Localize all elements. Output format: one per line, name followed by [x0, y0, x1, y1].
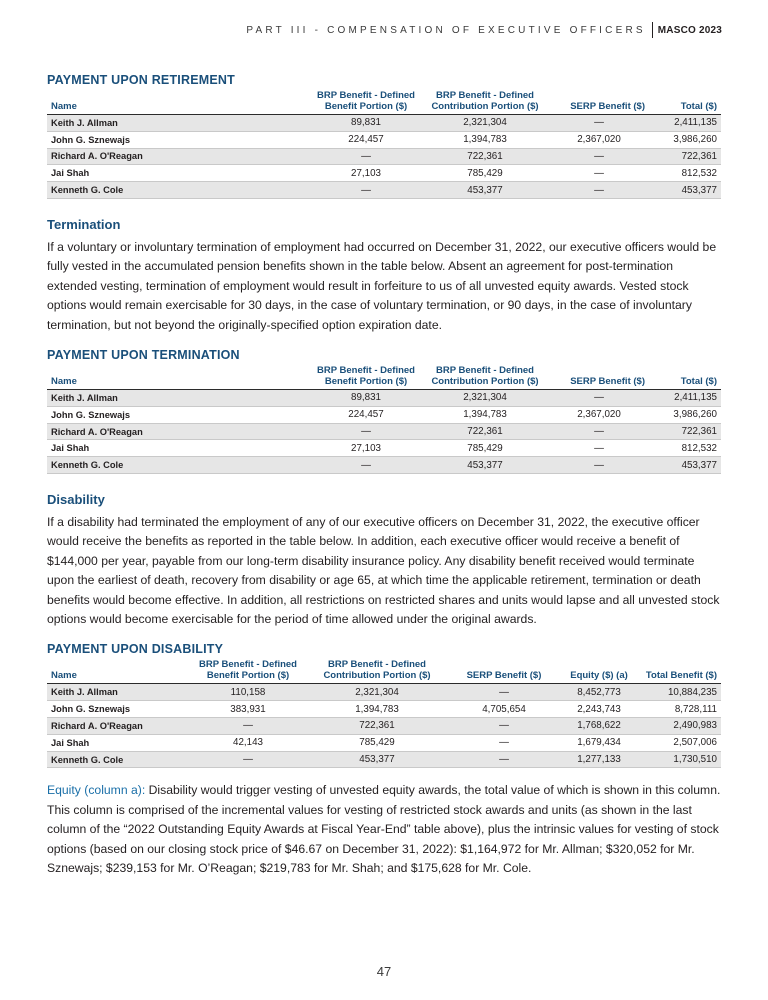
- cell-name: Jai Shah: [47, 440, 311, 457]
- cell-total: 812,532: [649, 165, 721, 182]
- table-row: [47, 390, 721, 407]
- cell-serp: —: [445, 751, 563, 768]
- cell-brp-db: 27,103: [311, 440, 421, 457]
- col-header-brp-db: BRP Benefit - Defined Benefit Portion ($): [187, 658, 309, 684]
- cell-brp-dc: 453,377: [309, 751, 445, 768]
- cell-name: Keith J. Allman: [47, 390, 311, 407]
- cell-serp: —: [445, 718, 563, 735]
- cell-name: Kenneth G. Cole: [47, 457, 311, 474]
- col-header-brp-dc: BRP Benefit - Defined Contribution Portion ($): [309, 658, 445, 684]
- cell-equity: 8,452,773: [563, 684, 635, 701]
- cell-serp: 4,705,654: [445, 701, 563, 718]
- cell-brp-dc: 2,321,304: [421, 390, 549, 407]
- table-header-row: [47, 89, 721, 115]
- col-header-brp-db: BRP Benefit - Defined Benefit Portion ($): [311, 364, 421, 390]
- col-header-name: Name: [47, 658, 187, 684]
- col-header-name: Name: [47, 89, 311, 115]
- table-row: [47, 718, 721, 735]
- cell-brp-dc: 722,361: [421, 423, 549, 440]
- cell-equity: 2,243,743: [563, 701, 635, 718]
- cell-brp-db: 27,103: [311, 165, 421, 182]
- header-divider: [652, 22, 653, 38]
- disability-table-title: PAYMENT UPON DISABILITY: [47, 642, 224, 657]
- table-row: [47, 131, 721, 148]
- cell-brp-db: —: [311, 148, 421, 165]
- col-header-serp: SERP Benefit ($): [445, 658, 563, 684]
- cell-total: 2,411,135: [649, 115, 721, 132]
- disability-heading: Disability: [47, 492, 105, 507]
- cell-total: 3,986,260: [649, 131, 721, 148]
- cell-brp-db: —: [311, 182, 421, 199]
- cell-total: 453,377: [649, 457, 721, 474]
- col-header-brp-db: BRP Benefit - Defined Benefit Portion ($): [311, 89, 421, 115]
- section-title: PART III - COMPENSATION OF EXECUTIVE OFFICERS: [246, 24, 646, 36]
- main-content: [47, 73, 721, 878]
- col-header-total: Total ($): [649, 364, 721, 390]
- cell-brp-dc: 453,377: [421, 182, 549, 199]
- termination-heading: Termination: [47, 216, 121, 232]
- termination-paragraph: If a voluntary or involuntary termination of employment had occurred on December 31, 2022, our executive officers would be fully vested in the accumulated pension benefits shown in the table below. Absent an agreement for post-termination extended vesting, termination of employment would result in forfeiture to us of all unvested equity awards. Vested stock options would remain exercisable for 30 days, in the case of voluntary termination, or 90 days, in the case of involuntary termination, but not beyond the originally-specified option expiration date.: [47, 239, 717, 332]
- cell-brp-db: 110,158: [187, 684, 309, 701]
- cell-brp-dc: 2,321,304: [421, 115, 549, 132]
- cell-brp-dc: 1,394,783: [309, 701, 445, 718]
- col-header-brp-dc: BRP Benefit - Defined Contribution Portion ($): [421, 89, 549, 115]
- cell-name: John G. Sznewajs: [47, 701, 187, 718]
- cell-equity: 1,277,133: [563, 751, 635, 768]
- cell-brp-db: —: [187, 751, 309, 768]
- table-header-row: [47, 658, 721, 684]
- cell-brp-db: 383,931: [187, 701, 309, 718]
- table-row: [47, 406, 721, 423]
- cell-total: 812,532: [649, 440, 721, 457]
- brand-label: MASCO 2023: [657, 24, 722, 36]
- cell-brp-dc: 722,361: [421, 148, 549, 165]
- cell-serp: 2,367,020: [549, 131, 649, 148]
- cell-total-benefit: 2,507,006: [635, 734, 721, 751]
- cell-total: 453,377: [649, 182, 721, 199]
- col-header-serp: SERP Benefit ($): [549, 364, 649, 390]
- cell-equity: 1,679,434: [563, 734, 635, 751]
- table-row: [47, 115, 721, 132]
- cell-brp-db: 224,457: [311, 131, 421, 148]
- table-row: [47, 165, 721, 182]
- cell-name: John G. Sznewajs: [47, 131, 311, 148]
- termination-table-title: PAYMENT UPON TERMINATION: [47, 348, 240, 363]
- cell-serp: —: [549, 148, 649, 165]
- cell-brp-db: 42,143: [187, 734, 309, 751]
- disability-table: [47, 658, 721, 768]
- table-header-row: [47, 364, 721, 390]
- col-header-name: Name: [47, 364, 311, 390]
- cell-brp-dc: 1,394,783: [421, 131, 549, 148]
- col-header-serp: SERP Benefit ($): [549, 89, 649, 115]
- cell-name: Keith J. Allman: [47, 684, 187, 701]
- cell-serp: —: [549, 115, 649, 132]
- retirement-table: [47, 89, 721, 199]
- cell-total-benefit: 1,730,510: [635, 751, 721, 768]
- cell-brp-db: —: [311, 457, 421, 474]
- col-header-brp-dc: BRP Benefit - Defined Contribution Portion ($): [421, 364, 549, 390]
- col-header-total-benefit: Total Benefit ($): [635, 658, 721, 684]
- disability-paragraph: If a disability had terminated the employment of any of our executive officers on December 31, 2022, the executive officer would receive the benefits as reported in the table below. In addition, each executive officer would receive a benefit of $144,000 per year, payable from our long-term disability insurance policy. Any disability benefit received would terminate upon the earliest of death, recovery from disability or age 65, at which time the applicable retirement, termination or death benefits would become effective. In addition, all restrictions on restricted shares and units would lapse and all unvested stock options would become exercisable for the period of time allowed under the original awards.: [47, 515, 720, 627]
- page-header: [246, 22, 722, 38]
- cell-total: 722,361: [649, 148, 721, 165]
- table-row: [47, 423, 721, 440]
- cell-name: Keith J. Allman: [47, 115, 311, 132]
- footnote-text: Disability would trigger vesting of unvested equity awards, the total value of which is shown in this column. This column is comprised of the incremental values for vesting of restricted stock awards and units (as shown in the last column of the “2022 Outstanding Equity Awards at Fiscal Year-End” table above), plus the intrinsic values for vesting of stock options (based on our closing stock price of $46.67 on December 31, 2022): $1,164,972 for Mr. Allman; $320,052 for Mr. Sznewajs; $239,153 for Mr. O’Reagan; $219,783 for Mr. Shah; and $175,628 for Mr. Cole.: [47, 783, 721, 876]
- cell-brp-dc: 453,377: [421, 457, 549, 474]
- cell-serp: —: [549, 423, 649, 440]
- termination-table: [47, 364, 721, 474]
- cell-total: 722,361: [649, 423, 721, 440]
- cell-name: Richard A. O'Reagan: [47, 423, 311, 440]
- cell-name: Richard A. O'Reagan: [47, 148, 311, 165]
- cell-brp-db: 224,457: [311, 406, 421, 423]
- cell-serp: —: [549, 390, 649, 407]
- retirement-table-title: PAYMENT UPON RETIREMENT: [47, 73, 235, 87]
- cell-name: Richard A. O'Reagan: [47, 718, 187, 735]
- table-row: [47, 182, 721, 199]
- page-number: 47: [376, 964, 392, 979]
- cell-equity: 1,768,622: [563, 718, 635, 735]
- cell-serp: —: [549, 165, 649, 182]
- cell-serp: —: [549, 182, 649, 199]
- cell-name: Jai Shah: [47, 734, 187, 751]
- cell-total-benefit: 8,728,111: [635, 701, 721, 718]
- col-header-total: Total ($): [649, 89, 721, 115]
- cell-brp-dc: 2,321,304: [309, 684, 445, 701]
- table-row: [47, 440, 721, 457]
- cell-serp: 2,367,020: [549, 406, 649, 423]
- table-row: [47, 734, 721, 751]
- table-row: [47, 457, 721, 474]
- table-row: [47, 148, 721, 165]
- footnote-lead: Equity (column a):: [47, 783, 146, 798]
- cell-serp: —: [445, 684, 563, 701]
- col-header-equity: Equity ($) (a): [563, 658, 635, 684]
- cell-name: Kenneth G. Cole: [47, 182, 311, 199]
- cell-brp-dc: 785,429: [421, 165, 549, 182]
- table-row: [47, 751, 721, 768]
- equity-footnote: [47, 781, 721, 878]
- cell-name: Jai Shah: [47, 165, 311, 182]
- cell-total-benefit: 10,884,235: [635, 684, 721, 701]
- cell-name: Kenneth G. Cole: [47, 751, 187, 768]
- cell-brp-dc: 722,361: [309, 718, 445, 735]
- cell-total: 3,986,260: [649, 406, 721, 423]
- cell-brp-dc: 785,429: [309, 734, 445, 751]
- cell-brp-db: 89,831: [311, 390, 421, 407]
- cell-serp: —: [549, 457, 649, 474]
- cell-brp-db: —: [311, 423, 421, 440]
- cell-serp: —: [549, 440, 649, 457]
- cell-serp: —: [445, 734, 563, 751]
- table-row: [47, 701, 721, 718]
- cell-brp-dc: 1,394,783: [421, 406, 549, 423]
- cell-brp-db: 89,831: [311, 115, 421, 132]
- cell-brp-dc: 785,429: [421, 440, 549, 457]
- table-row: [47, 684, 721, 701]
- cell-brp-db: —: [187, 718, 309, 735]
- cell-name: John G. Sznewajs: [47, 406, 311, 423]
- cell-total: 2,411,135: [649, 390, 721, 407]
- cell-total-benefit: 2,490,983: [635, 718, 721, 735]
